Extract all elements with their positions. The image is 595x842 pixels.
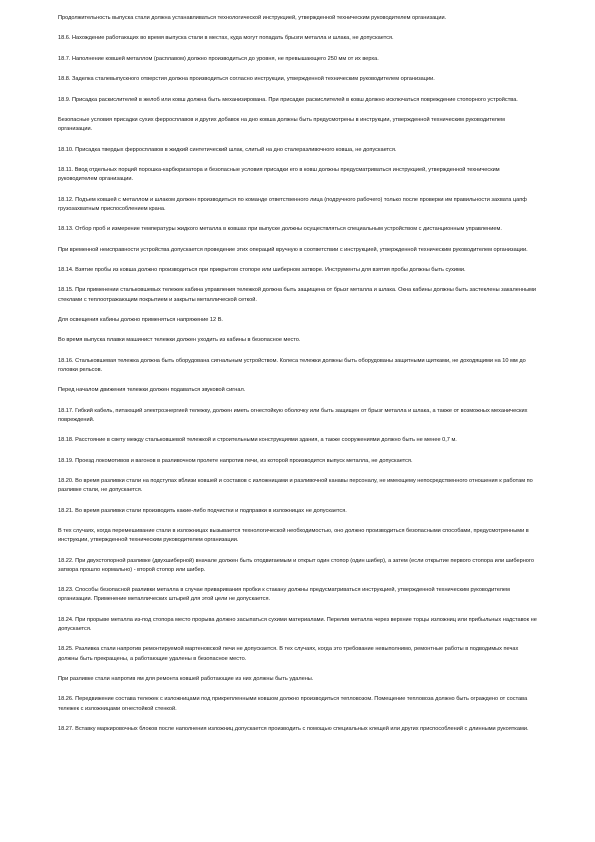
paragraph: 18.13. Отбор проб и измерение температуры жидкого металла в ковшах при выпуске должны осуществляться специальным устройством с дистанционным управлением. (58, 226, 502, 233)
paragraph: 18.12. Подъем ковшей с металлом и шлаком должен производиться по команде ответственного лица (подручного рабочего) только после проверки им правильности захвата цапф грузозахватным приспособлением крана. (58, 196, 527, 212)
paragraph: При разливке стали напротив ям для ремонта ковшей работающие из них должны быть удалены. (58, 675, 314, 682)
paragraph: 18.17. Гибкий кабель, питающий электроэнергией тележку, должен иметь огнестойкую оболочку или быть защищен от брызг металла и шлака, а также от возможных механических повреждений. (58, 407, 528, 423)
paragraph: 18.6. Нахождение работающих во время выпуска стали в местах, куда могут попадать брызги металла и шлака, не допускается. (58, 35, 394, 42)
paragraph: 18.14. Взятие пробы из ковша должно производиться при прикрытом стопоре или шиберном затворе. Инструменты для взятия пробы должны быть сухими. (58, 266, 466, 273)
paragraph: 18.25. Разливка стали напротив ремонтируемой мартеновской печи не допускается. В тех случаях, когда это требование невыполнимо, ремонтные работы в подводимых печах должны быть прекращены, а работающие удалены в безопасное место. (58, 646, 519, 662)
paragraph: 18.9. Присадка раскислителей в желоб или ковш должна быть механизирована. При присадке раскислителей в ковш должно исключаться повреждение стопорного устройства. (58, 96, 518, 103)
paragraph: Перед началом движения тележки должен подаваться звуковой сигнал. (58, 387, 246, 394)
paragraph: 18.22. При двухстопорной разливке (двухшиберной) вначале должен быть отодвигаемым и открыт один стопор (один шибер), а затем (если открытие первого стопора или шиберного затвора прошло нормально) - второй стопор или шибер. (58, 557, 534, 573)
paragraph: В тех случаях, когда перемешивание стали в изложницах вызывается технологической необходимостью, оно должно производиться безопасными способами, предусмотренными в инструкции, утвержденной техническим руководителем организации. (58, 528, 529, 544)
paragraph: При временной неисправности устройства допускается проведение этих операций вручную в соответствии с инструкцией, утвержденной техническим руководителем организации. (58, 246, 528, 253)
paragraph: 18.10. Присадка твердых ферросплавов в жидкий синтетический шлак, слитый на дно сталеразливочного ковша, не допускается. (58, 146, 397, 153)
paragraph: 18.27. Вставку маркировочных блоков после наполнения изложниц допускается производить с помощью специальных клещей или других приспособлений с длинными рукоятками. (58, 725, 529, 732)
paragraph: 18.23. Способы безопасной разливки металла в случае приваривания пробки к стакану должны предусматриваться инструкцией, утвержденной техническим руководителем организации. Применение металлических штырей для этой цели не допускается. (58, 587, 510, 603)
paragraph: 18.7. Наполнение ковшей металлом (расплавом) должно производиться до уровня, не превышающего 250 мм от их верха. (58, 55, 379, 62)
paragraph: 18.18. Расстояние в свету между стальковшевой тележкой и строительными конструкциями здания, а также сооружениями должно быть не менее 0,7 м. (58, 437, 457, 444)
paragraph: 18.26. Передвижение состава тележек с изложницами под прикрепленными ковшом должно производиться тепловозом. Помещение тепловоза должно быть ограждено от состава тележек с изложницами огнестойкой стенкой. (58, 696, 528, 712)
paragraph: Для освещения кабины должно применяться напряжение 12 В. (58, 316, 223, 323)
paragraph: Безопасные условия присадки сухих ферросплавов и других добавок на дно ковша должны быть предусмотрены в инструкции, утвержденной техническим руководителем организации. (58, 116, 505, 133)
paragraph: 18.21. Во время разливки стали производить какие-либо подчистки и подправки в изложницах не допускается. (58, 507, 347, 514)
paragraph: Продолжительность выпуска стали должна устанавливаться технологической инструкцией, утвержденной техническим руководителем организации. (58, 15, 447, 21)
paragraph: 18.24. При прорыве металла из-под стопора место прорыва должно засыпаться сухими материалами. Перелив металла через верхние торцы изложниц или прибыльных надставок не допускается. (58, 616, 537, 632)
paragraph: 18.11. Ввод отдельных порций порошка-карбюризатора и безопасные условия присадки его в ковш должны предусматриваться инструкцией, утвержденной техническим руководителем организации. (58, 166, 500, 183)
document-page (58, 14, 540, 745)
paragraph: 18.8. Заделка сталевыпускного отверстия должна производиться согласно инструкции, утвержденной техническим руководителем организации. (58, 76, 435, 83)
paragraph: 18.19. Проезд локомотивов и вагонов в разливочном пролете напротив печи, из которой производится выпуск металла, не допускается. (58, 457, 413, 464)
paragraph: Во время выпуска плавки машинист тележки должен уходить из кабины в безопасное место. (58, 337, 301, 344)
paragraph: 18.20. Во время разливки стали на подступах вблизи ковшей и составов с изложницами и разливочной канавы персоналу, не имеющему непосредственного отношения к работам по разливке стали, не допускается. (58, 478, 533, 494)
paragraph: 18.16. Стальковшевая тележка должна быть оборудована сигнальным устройством. Колеса тележки должны быть оборудованы защитными щитками, не доходящими на 10 мм до головки рельсов. (58, 357, 526, 373)
paragraph: 18.15. При применении стальковшевых тележек кабина управления тележкой должна быть защищена от брызг металла и шлака. Окна кабины должны быть застеклены закаленными стеклами с теплоотражающим покрытием и закрыты металлической сеткой. (58, 287, 537, 303)
